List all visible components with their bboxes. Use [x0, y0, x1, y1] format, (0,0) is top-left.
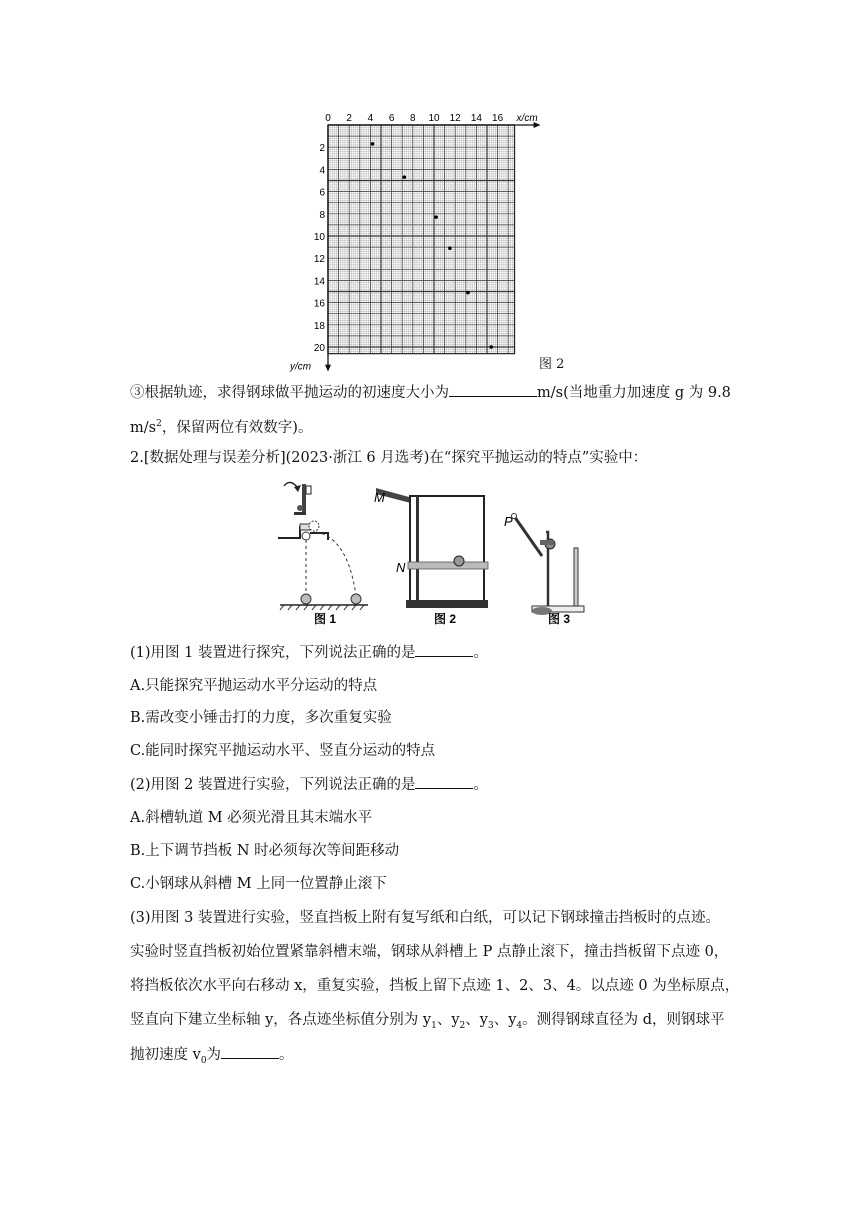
- figure-1-caption: 图 1: [314, 612, 337, 626]
- q1-part3-line1: [130, 382, 731, 403]
- x-tick-label: 12: [449, 113, 461, 124]
- p3-l4-d: 、y: [493, 1012, 517, 1028]
- data-point: [466, 291, 470, 295]
- answer-blank-3: [221, 1044, 279, 1059]
- y-tick-label: 12: [313, 254, 325, 266]
- question-2-title: 2.[数据处理与误差分析](2023·浙江 6 月选考)在“探究平抛运动的特点”实验中：: [130, 450, 648, 466]
- part-2-stem-text: (2)用图 2 装置进行实验，下列说法正确的是: [130, 777, 416, 793]
- q1-part3-line2: [130, 414, 312, 438]
- x-tick-label: 16: [492, 113, 504, 124]
- p3-l5-c: 。: [279, 1047, 294, 1063]
- part-1-stem-text: (1)用图 1 装置进行探究，下列说法正确的是: [130, 645, 416, 661]
- part-1-option-a: A.只能探究平抛运动水平分运动的特点: [130, 678, 378, 694]
- part-1-option-b: B.需改变小锤击打的力度，多次重复实验: [130, 710, 392, 726]
- label-P: P: [504, 514, 513, 529]
- data-point: [489, 345, 493, 349]
- x-tick-label: 10: [428, 113, 440, 124]
- y-tick-label: 2: [319, 143, 325, 155]
- sub-4: 4: [516, 1020, 523, 1031]
- part-2-option-a: A.斜槽轨道 M 必须光滑且其末端水平: [130, 810, 373, 826]
- x-tick-label: 2: [346, 113, 352, 124]
- p3-l5-b: 为: [206, 1047, 222, 1063]
- data-point: [448, 246, 452, 250]
- x-tick-label: 6: [388, 113, 395, 124]
- part-1-stem: [130, 642, 488, 663]
- y-tick-label: 4: [319, 165, 325, 177]
- trajectory-graph: [290, 105, 550, 373]
- figure-1-apparatus: [278, 482, 368, 610]
- answer-blank-speed: [449, 382, 537, 397]
- figure-3-apparatus: [512, 514, 585, 616]
- unit-text: m/s: [130, 419, 157, 436]
- p3-l4-b: 、y: [436, 1012, 460, 1028]
- tick-labels: [314, 113, 504, 354]
- sub-0: 0: [200, 1055, 207, 1066]
- part-3-line-1: (3)用图 3 装置进行实验，竖直挡板上附有复写纸和白纸，可以记下钢球撞击挡板时的点迹。: [130, 910, 720, 926]
- part-3-line-3: 将挡板依次水平向右移动 x，重复实验，挡板上留下点迹 1、2、3、4。以点迹 0 为坐标原点，: [130, 978, 740, 994]
- y-tick-label: 6: [319, 187, 325, 199]
- figure-3-caption: 图 3: [548, 612, 571, 626]
- y-tick-label: 14: [313, 276, 325, 288]
- y-tick-label: 18: [313, 320, 325, 332]
- sub-1: 1: [431, 1020, 437, 1031]
- figure-2-caption: 图 2: [434, 612, 457, 626]
- part-1-option-c: C.能同时探究平抛运动水平、竖直分运动的特点: [130, 743, 436, 759]
- part-2-option-b: B.上下调节挡板 N 时必须每次等间距移动: [130, 843, 400, 859]
- x-tick-label: 4: [367, 113, 374, 124]
- label-N: N: [396, 560, 406, 575]
- sub-3: 3: [487, 1020, 494, 1031]
- y-tick-label: 8: [319, 209, 325, 221]
- origin-label: 0: [325, 113, 331, 124]
- y-tick-label: 20: [313, 343, 325, 354]
- answer-blank-2: [415, 774, 473, 789]
- graph-caption: 图 2: [539, 357, 565, 372]
- q1-part3-prefix: ③根据轨迹，求得钢球做平抛运动的初速度大小为: [130, 385, 449, 401]
- y-tick-label: 16: [313, 298, 325, 310]
- apparatus-figures: [270, 478, 600, 626]
- part-3-line-2: 实验时竖直挡板初始位置紧靠斜槽末端，钢球从斜槽上 P 点静止滚下，撞击挡板留下点迹 0，: [130, 944, 729, 960]
- data-point: [434, 215, 438, 219]
- q1-part3-tail: ，保留两位有效数字)。: [161, 419, 313, 436]
- y-axis-label: y/cm: [290, 361, 312, 373]
- answer-blank-1: [415, 642, 473, 657]
- p3-l4-c: 、y: [465, 1012, 488, 1028]
- part-3-line-5: [130, 1044, 294, 1071]
- part-2-stem: [130, 774, 488, 795]
- x-tick-label: 8: [410, 113, 416, 124]
- y-tick-label: 10: [313, 232, 325, 243]
- part-3-line-4: [130, 1010, 725, 1036]
- p3-l4-e: 。测得钢球直径为 d，则钢球平: [522, 1012, 725, 1028]
- unit-superscript: 2: [156, 419, 162, 429]
- label-M: M: [374, 490, 385, 505]
- x-axis-label: x/cm: [516, 113, 538, 124]
- p3-l4-a: 竖直向下建立坐标轴 y，各点迹坐标值分别为 y: [130, 1012, 432, 1028]
- hammer-arrow-icon: [284, 482, 301, 492]
- figure-2-apparatus: [376, 488, 488, 608]
- part-2-stem-end: 。: [473, 777, 488, 793]
- p3-l5-a: 抛初速度 v: [130, 1047, 201, 1063]
- part-2-option-c: C.小钢球从斜槽 M 上同一位置静止滚下: [130, 876, 387, 892]
- data-point: [371, 142, 375, 146]
- part-1-stem-end: 。: [473, 645, 488, 661]
- x-tick-label: 14: [470, 113, 482, 124]
- sub-2: 2: [459, 1020, 466, 1031]
- q1-part3-suffix: m/s(当地重力加速度 g 为 9.8: [537, 385, 731, 401]
- data-point: [403, 175, 407, 179]
- hammer: [302, 484, 306, 514]
